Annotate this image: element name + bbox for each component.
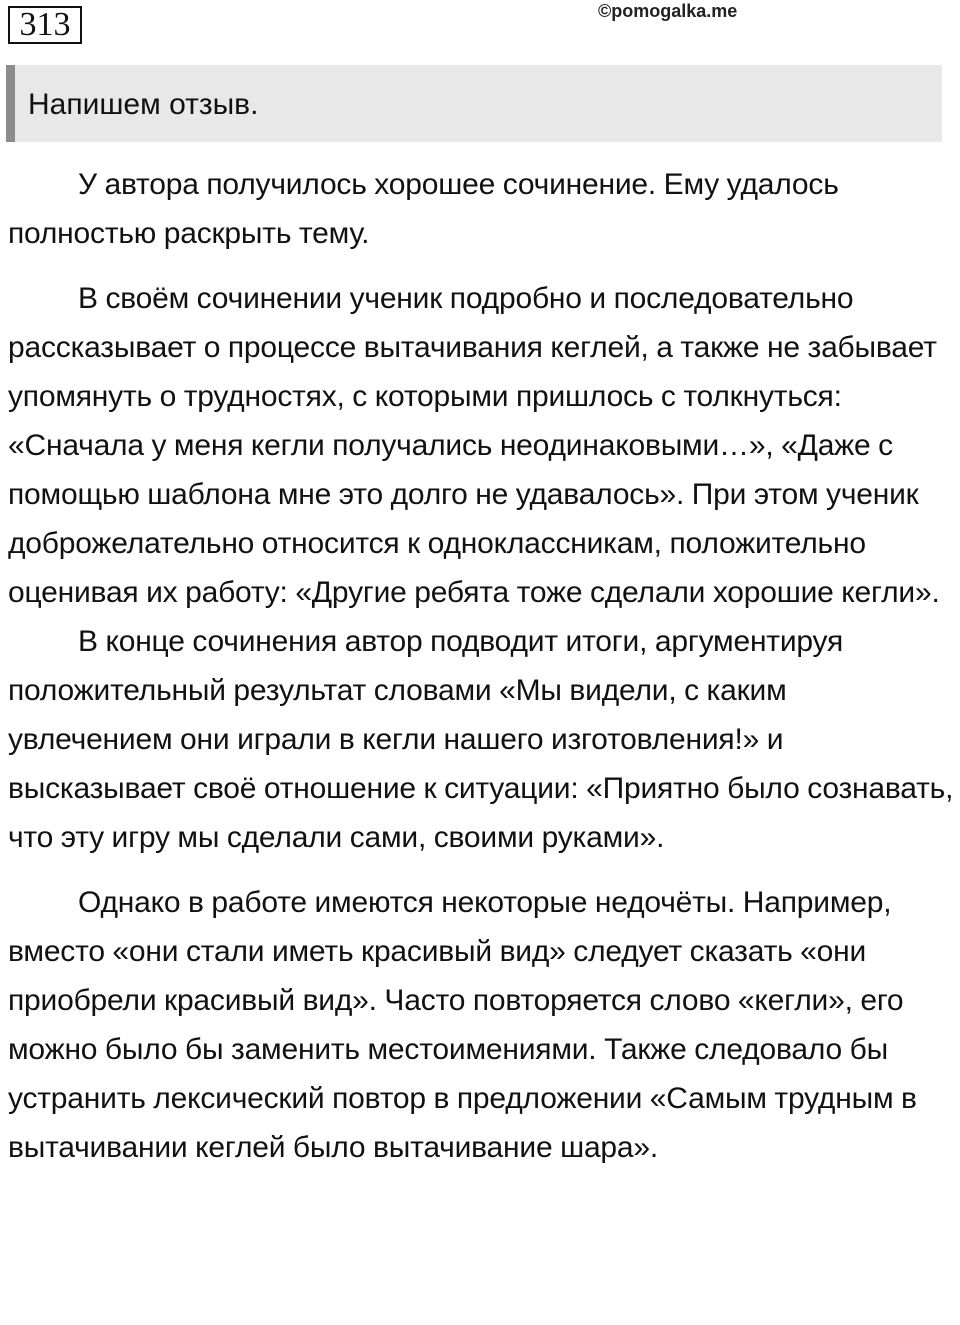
paragraph-conclusion: В конце сочинения автор подводит итоги, аргументируя положительный результат словами «Мы видели, с каким увлечением они играли в кегли нашего изготовления!» и высказывает своё отношение к ситуации: «Приятно было сознавать, что эту игру мы сделали сами, своими руками».	[8, 625, 954, 854]
paragraph-analysis: В своём сочинении ученик подробно и последовательно рассказывает о процессе вытачивания кеглей, а также не забывает упомянуть о трудностях, с которыми пришлось с толкнуться: «Сначала у меня кегли получались неодинаковыми…», «Даже с помощью шаблона мне это долго не удавалось». При этом ученик доброжелательно относится к одноклассникам, положительно оценивая их работу: «Другие ребята тоже сделали хорошие кегли».	[8, 282, 940, 609]
review-text	[8, 160, 956, 1172]
task-header-text: Напишем отзыв.	[28, 88, 259, 121]
paragraph-shortcomings: Однако в работе имеются некоторые недочёты. Например, вместо «они стали иметь красивый вид» следует сказать «они приобрели красивый вид». Часто повторяется слово «кегли», его можно было бы заменить местоимениями. Также следовало бы устранить лексический повтор в предложении «Самым трудным в вытачивании кеглей было вытачивание шара».	[8, 886, 917, 1164]
task-header	[6, 65, 942, 142]
paragraph-intro: У автора получилось хорошее сочинение. Ему удалось полностью раскрыть тему.	[8, 168, 839, 250]
task-number: 313	[8, 6, 82, 44]
watermark: ©pomogalka.me	[598, 1, 738, 21]
